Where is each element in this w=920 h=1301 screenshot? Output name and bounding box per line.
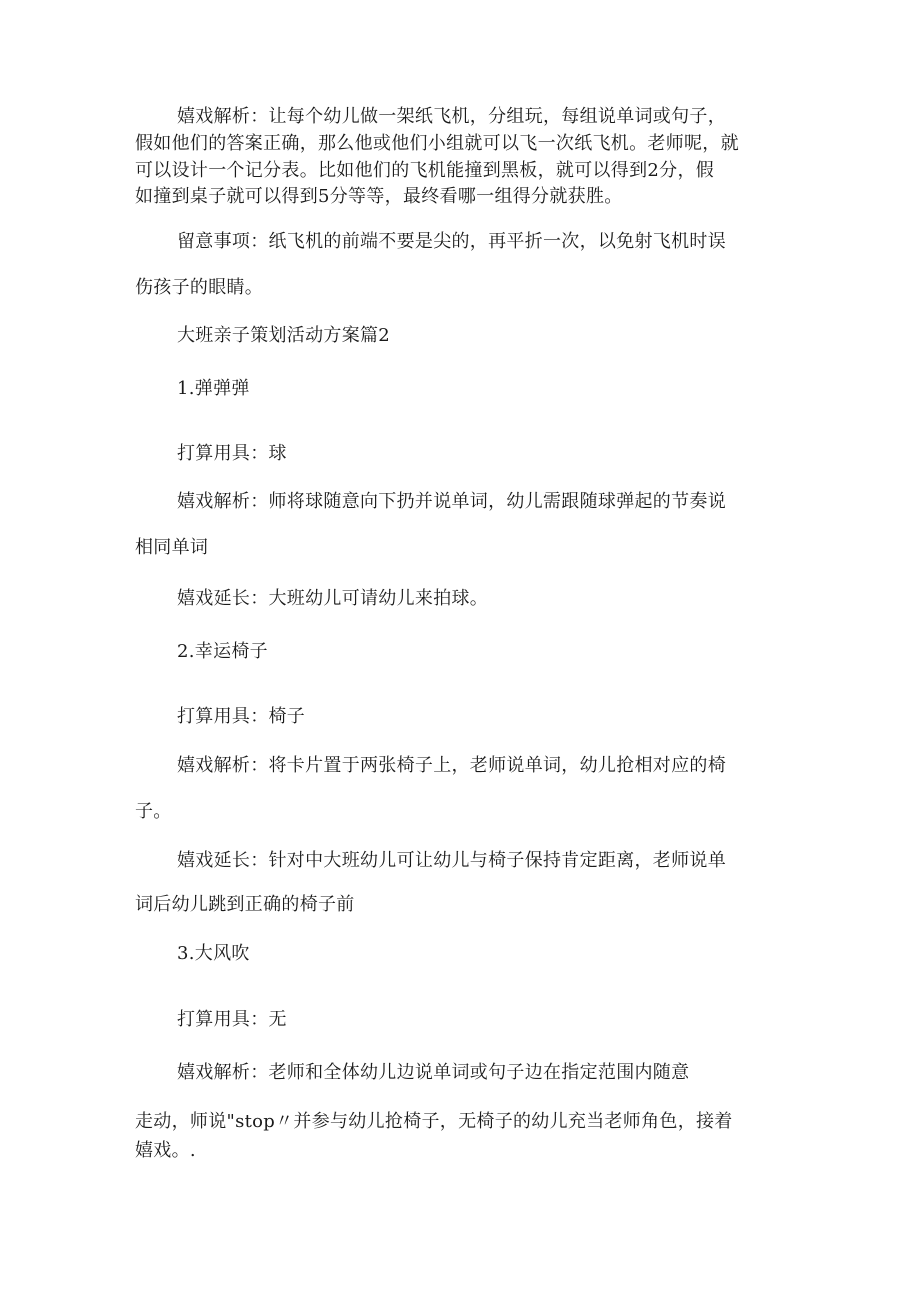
- paragraph-line: 嬉戏解析：师将球随意向下扔并说单词，幼儿需跟随球弹起的节奏说: [177, 491, 726, 512]
- paragraph-line: 打算用具：椅子: [177, 706, 306, 727]
- paragraph-line: 嬉戏解析：将卡片置于两张椅子上，老师说单词，幼儿抢相对应的椅: [177, 755, 726, 776]
- section-title: 大班亲子策划活动方案篇2: [177, 325, 391, 346]
- paragraph-line: 嬉戏延长：针对中大班幼儿可让幼儿与椅子保持肯定距离，老师说单: [177, 850, 726, 871]
- paragraph-line: 嬉戏解析：老师和全体幼儿边说单词或句子边在指定范围内随意: [177, 1062, 690, 1083]
- paragraph-line: 留意事项：纸飞机的前端不要是尖的，再平折一次，以免射飞机时误: [177, 231, 726, 252]
- paragraph-line: 嬉戏解析：让每个幼儿做一架纸飞机，分组玩，每组说单词或句子，: [177, 106, 726, 127]
- paragraph-line: 嬉戏。.: [135, 1140, 196, 1161]
- paragraph-line: 词后幼儿跳到正确的椅子前: [135, 894, 355, 915]
- item-heading: 1.弹弹弹: [177, 378, 250, 399]
- paragraph-line: 嬉戏延长：大班幼儿可请幼儿来拍球。: [177, 588, 489, 609]
- paragraph-line: 打算用具：无: [177, 1009, 287, 1030]
- paragraph-line: 可以设计一个记分表。比如他们的飞机能撞到黑板，就可以得到2分，假: [135, 160, 715, 181]
- paragraph-line: 相同单词: [135, 537, 209, 558]
- paragraph-line: 打算用具：球: [177, 443, 287, 464]
- item-heading: 3.大风吹: [177, 943, 250, 964]
- paragraph-line: 如撞到桌子就可以得到5分等等，最终看哪一组得分就获胜。: [135, 186, 623, 207]
- item-heading: 2.幸运椅子: [177, 641, 268, 662]
- paragraph-line: 子。: [135, 801, 172, 822]
- paragraph-line: 伤孩子的眼睛。: [135, 277, 264, 298]
- paragraph-line: 走动，师说"stop〃并参与幼儿抢椅子，无椅子的幼儿充当老师角色，接着: [135, 1111, 733, 1132]
- paragraph-line: 假如他们的答案正确，那么他或他们小组就可以飞一次纸飞机。老师呢，就: [135, 133, 739, 154]
